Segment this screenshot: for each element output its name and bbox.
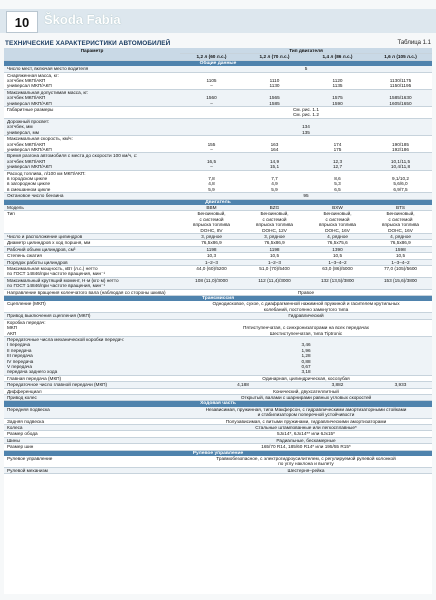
value-cell: 1105 –	[180, 72, 243, 89]
param-cell: Главная передача (МКП)	[4, 375, 180, 381]
param-cell: Направление вращения коленчатого вала (наблюдая со стороны шкива)	[4, 289, 180, 295]
param-cell: Октановое число бензина	[4, 193, 180, 199]
value-cell: 8,6 5,3 6,5	[306, 170, 369, 193]
value-cell: BXW	[306, 205, 369, 211]
param-cell: Максимальная скорость, км/ч: хэтчбек МКП/АКП универсал МКП/АКП	[4, 136, 180, 153]
value-cell: 77,0 (105)/5600	[369, 266, 432, 278]
value-cell: 5	[180, 66, 432, 72]
section-title-cell: Ходовая часть	[4, 401, 432, 407]
page-number: 10	[6, 11, 38, 33]
table-row	[4, 336, 432, 375]
param-cell: Дифференциал	[4, 388, 180, 394]
value-cell: 63,0 (86)/5000	[306, 266, 369, 278]
param-cell: Рабочий объем цилиндров, см³	[4, 246, 180, 252]
param-cell: Диаметр цилиндров х ход поршня, мм	[4, 240, 180, 246]
header-engine-4: 1,6 л (105 л.с.)	[369, 54, 432, 60]
value-cell: 5Jx14*, 6Jx14** или 6Jx15*	[180, 431, 432, 437]
section-title-cell: Трансмиссия	[4, 296, 432, 302]
value-cell: Бензиновый, с системой впрыска топлива DOHC, 16V	[306, 211, 369, 234]
param-cell: Передаточные числа механической коробки передач: I передача II передача III передача IV передача V передача передача заднего хода	[4, 336, 180, 375]
table-row	[4, 319, 432, 336]
param-cell: Время разгона автомобиля с места до скорости 100 км/ч, с: хэтчбек МКП/АКП универсал МКП/АКП	[4, 153, 180, 170]
value-cell: 3, рядное	[243, 234, 306, 240]
table-row	[4, 301, 432, 312]
value-cell: 14,9 15,1	[243, 153, 306, 170]
value-cell: 1598	[369, 246, 432, 252]
param-cell: Привод выключения сцепления (МКП)	[4, 313, 180, 319]
value-cell: 134 135	[180, 118, 432, 135]
value-cell: 1390	[306, 246, 369, 252]
value-cell: 1565 1585	[243, 89, 306, 106]
header-engine-1: 1,2 л (60 л.с.)	[180, 54, 243, 60]
value-cell: 3,933	[369, 382, 432, 388]
value-cell: 16,5 –	[180, 153, 243, 170]
book-title: Škoda Fabia	[44, 12, 121, 27]
table-row	[4, 89, 432, 106]
param-cell: Рулевой механизм	[4, 467, 180, 473]
table-row	[4, 467, 432, 473]
param-cell: Колеса	[4, 425, 180, 431]
value-cell: 1–2–3	[243, 259, 306, 265]
value-cell: Травмобезопасное, с электрогидроусилителем, с регулируемой рулевой колонкой по углу наклона и вылету	[180, 456, 432, 467]
param-cell: Передняя подвеска	[4, 407, 180, 418]
table-row	[4, 118, 432, 135]
value-cell: 3, рядное	[180, 234, 243, 240]
section-title-cell: Рулевое управление	[4, 450, 432, 456]
value-cell: 112 (11,4)/3000	[243, 277, 306, 289]
value-cell: 153 (15,6)/3800	[369, 277, 432, 289]
value-cell: 1130/1175 1150/1195	[369, 72, 432, 89]
param-cell: Размер обода	[4, 431, 180, 437]
param-cell: Модель	[4, 205, 180, 211]
value-cell: 12,3 12,7	[306, 153, 369, 170]
value-cell: 10,3	[180, 253, 243, 259]
value-cell: Пятиступенчатая, с синхронизаторами на всех передачах Шестиступенчатая, типа Tiptronic	[180, 319, 432, 336]
value-cell: 1–3–4–2	[306, 259, 369, 265]
param-cell: Размер шин	[4, 444, 180, 450]
value-cell: 174 175	[306, 136, 369, 153]
value-cell: 163 164	[243, 136, 306, 153]
value-cell: BBM	[180, 205, 243, 211]
value-cell: 1–2–3	[180, 259, 243, 265]
table-row	[4, 153, 432, 170]
value-cell: Полузависимая, с витыми пружинами, гидравлическими амортизаторами	[180, 418, 432, 424]
header-param: Параметр	[4, 48, 180, 60]
header-engine-type: Тип двигателя	[180, 48, 432, 54]
section-title-cell: Двигатель	[4, 199, 432, 205]
value-cell: Бензиновый, с системой впрыска топлива DOHC, 16V	[369, 211, 432, 234]
param-cell: Габаритные размеры	[4, 107, 180, 119]
value-cell: 1120 1135	[306, 72, 369, 89]
param-cell: Максимальный крутящий момент, Н·м (кгс·м) нетто по ГОСТ 14846/при частоте вращения, мин⁻¹	[4, 277, 180, 289]
table-label: Таблица 1.1	[397, 40, 431, 46]
value-cell: Правое	[180, 289, 432, 295]
value-cell: 1198	[180, 246, 243, 252]
value-cell: 4, рядное	[369, 234, 432, 240]
param-cell: Максимальная мощность, кВт (л.с.) нетто по ГОСТ 14846/при частоте вращения, мин⁻¹	[4, 266, 180, 278]
table-row	[4, 170, 432, 193]
value-cell: BZG	[243, 205, 306, 211]
value-cell: Независимая, пружинная, типа Макферсон, с гидравлическими амортизаторными стойками и стабилизатором поперечной устойчивости	[180, 407, 432, 418]
value-cell: 1585/1630 1605/1650	[369, 89, 432, 106]
param-cell: Число мест, включая место водителя	[4, 66, 180, 72]
param-cell: Рулевое управление	[4, 456, 180, 467]
value-cell: 10,5	[243, 253, 306, 259]
value-cell: Радиальные, бескамерные	[180, 437, 432, 443]
table-row	[4, 456, 432, 467]
value-cell: 44,0 (60)/5200	[180, 266, 243, 278]
value-cell: 1575 1590	[306, 89, 369, 106]
value-cell: Однодисковое, сухое, с диафрагменной нажимной пружиной и гасителем крутильных колебаний, постоянно замкнутого типа	[180, 301, 432, 312]
value-cell: 1110 1130	[243, 72, 306, 89]
value-cell: 3,882	[306, 382, 369, 388]
param-cell: Снаряженная масса, кг: хэтчбек МКП/АКП универсал МКП/АКП	[4, 72, 180, 89]
table-row	[4, 136, 432, 153]
value-cell: Бензиновый, с системой впрыска топлива DOHC, 12V	[243, 211, 306, 234]
value-cell: BTS	[369, 205, 432, 211]
value-cell: См. рис. 1.1 См. рис. 1.2	[180, 107, 432, 119]
header-engine-3: 1,4 л (86 л.с.)	[306, 54, 369, 60]
table-row	[4, 277, 432, 289]
table-row	[4, 72, 432, 89]
param-cell: Дорожный просвет: хэтчбек, мм универсал, мм	[4, 118, 180, 135]
param-cell: Степень сжатия	[4, 253, 180, 259]
value-cell: 190/185 192/186	[369, 136, 432, 153]
value-cell: Одинарная, цилиндрическая, косозубая	[180, 375, 432, 381]
section-title-cell: Общие данные	[4, 60, 432, 66]
value-cell: 76,5x86,9	[369, 240, 432, 246]
value-cell: 76,5x86,9	[243, 240, 306, 246]
value-cell: 4,188	[180, 382, 306, 388]
value-cell: 4, рядное	[306, 234, 369, 240]
value-cell: 51,0 (70)/5400	[243, 266, 306, 278]
param-cell: Привод колес	[4, 394, 180, 400]
value-cell: Стальные штампованные или легкосплавные*	[180, 425, 432, 431]
value-cell: 10,5	[306, 253, 369, 259]
value-cell: 76,5x75,6	[306, 240, 369, 246]
section-title: ТЕХНИЧЕСКИЕ ХАРАКТЕРИСТИКИ АВТОМОБИЛЕЙ	[5, 40, 171, 47]
value-cell: 1–3–4–2	[369, 259, 432, 265]
header-engine-2: 1,2 л (70 л.с.)	[243, 54, 306, 60]
value-cell: 155 –	[180, 136, 243, 153]
value-cell: Гидравлический	[180, 313, 432, 319]
page-header-bar	[0, 9, 436, 33]
param-cell: Передаточное число главной передачи (МКП)	[4, 382, 180, 388]
value-cell: 165/70 R14, 185/60 R14* или 195/55 R15*	[180, 444, 432, 450]
param-cell: Коробка передач: МКП АКП	[4, 319, 180, 336]
value-cell: Открытый, валами с шарнирами равных угловых скоростей	[180, 394, 432, 400]
value-cell: Конический, двухсателлитный	[180, 388, 432, 394]
value-cell: 3,46 1,96 1,28 0,88 0,67 3,18	[180, 336, 432, 375]
value-cell: 76,5x86,9	[180, 240, 243, 246]
spec-table	[4, 48, 432, 474]
table-row	[4, 407, 432, 418]
spec-sheet	[4, 48, 432, 594]
value-cell: 10,1/11,5 10,4/11,8	[369, 153, 432, 170]
value-cell: 7,7 4,9 5,9	[243, 170, 306, 193]
table-row	[4, 211, 432, 234]
value-cell: Шестерня–рейка	[180, 467, 432, 473]
param-cell: Шины	[4, 437, 180, 443]
value-cell: 108 (11,0)/3000	[180, 277, 243, 289]
param-cell: Тип	[4, 211, 180, 234]
table-row	[4, 107, 432, 119]
value-cell: 132 (13,5)/3800	[306, 277, 369, 289]
param-cell: Максимальная допустимая масса, кг: хэтчбек МКП/АКП универсал МКП/АКП	[4, 89, 180, 106]
table-row	[4, 266, 432, 278]
value-cell: 9,1/10,2 5,6/6,0 6,9/7,5	[369, 170, 432, 193]
value-cell: 10,5	[369, 253, 432, 259]
param-cell: Сцепление (МКП)	[4, 301, 180, 312]
param-cell: Число и расположение цилиндров	[4, 234, 180, 240]
value-cell: 7,8 4,8 5,9	[180, 170, 243, 193]
value-cell: Бензиновый, с системой впрыска топлива DOHC, 8V	[180, 211, 243, 234]
param-cell: Расход топлива, л/100 км МКП/АКП: в городском цикле в загородном цикле в смешанном цикле	[4, 170, 180, 193]
value-cell: 1198	[243, 246, 306, 252]
param-cell: Задняя подвеска	[4, 418, 180, 424]
param-cell: Порядок работы цилиндров	[4, 259, 180, 265]
value-cell: 1560 –	[180, 89, 243, 106]
value-cell: 95	[180, 193, 432, 199]
